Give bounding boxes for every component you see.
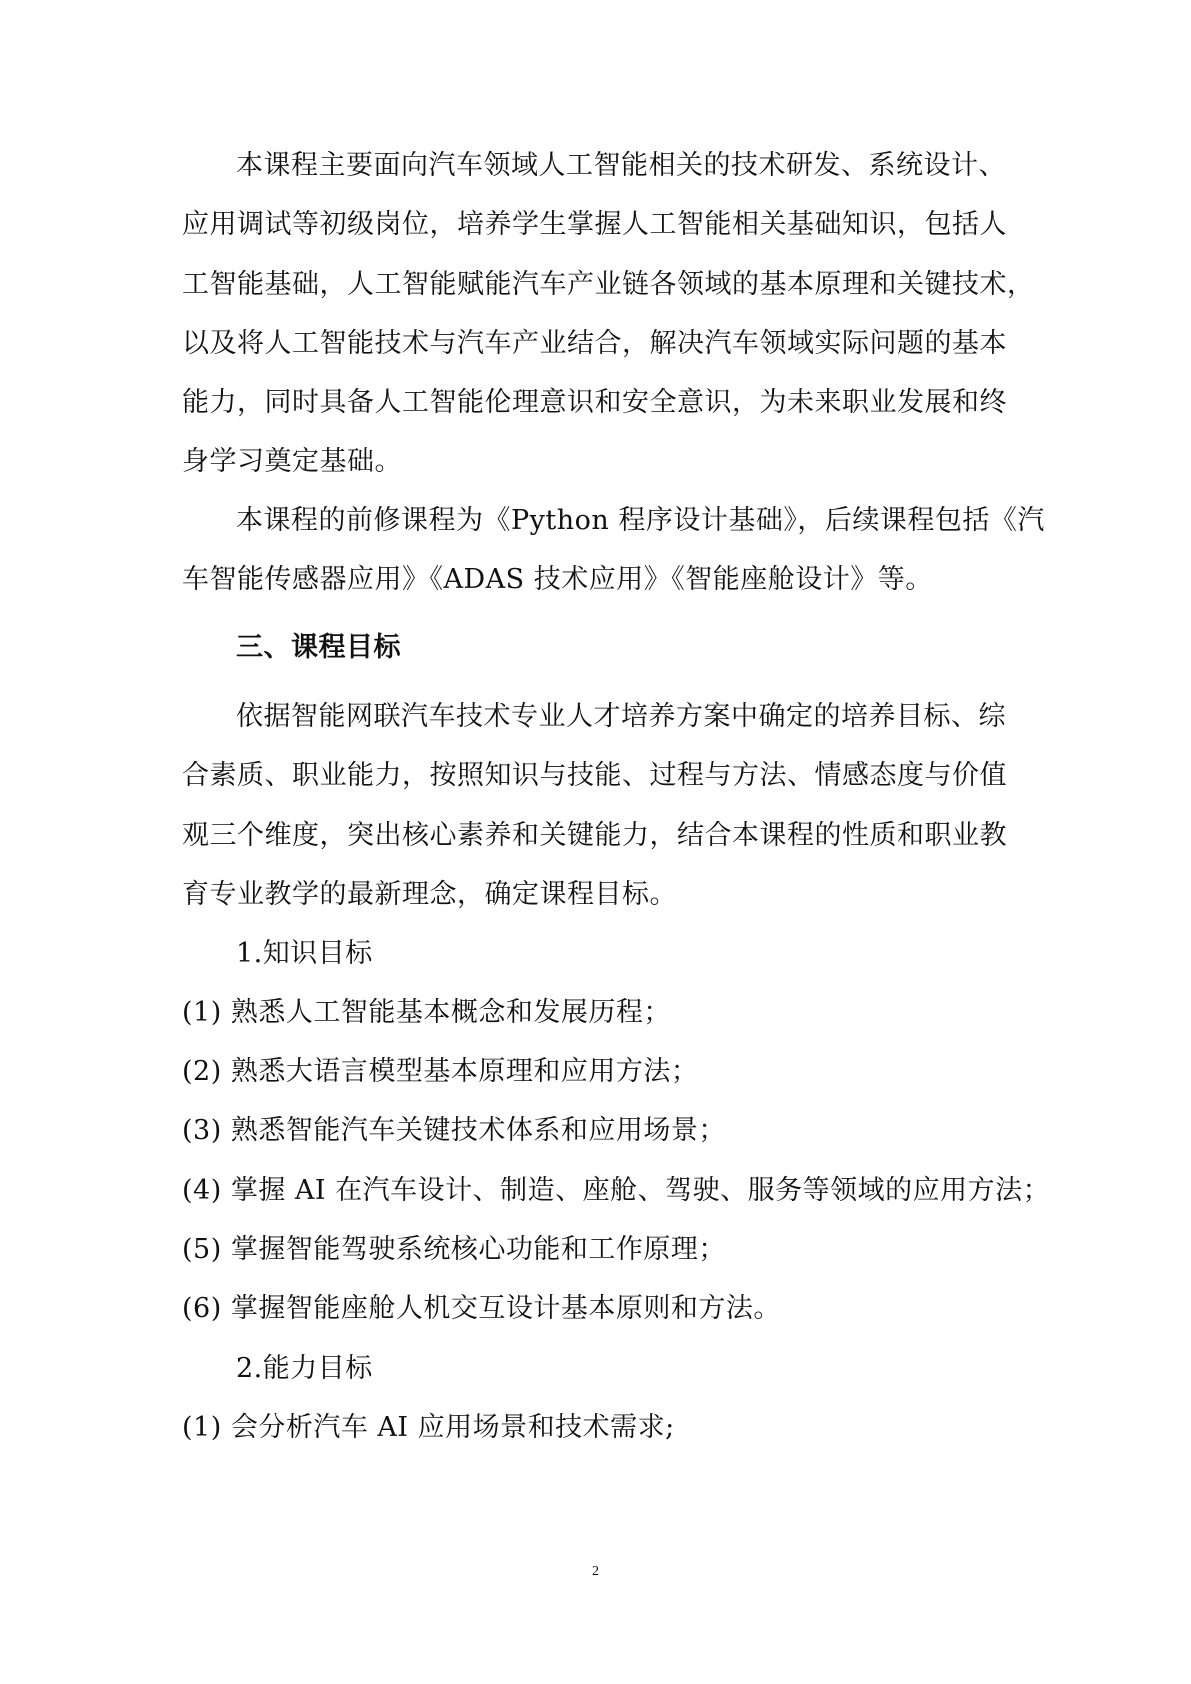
list-item: (1) 熟悉人工智能基本概念和发展历程； xyxy=(182,997,671,1028)
paragraph-line: 车智能传感器应用》《ADAS 技术应用》《智能座舱设计》等。 xyxy=(182,564,933,595)
paragraph-line: 能力，同时具备人工智能伦理意识和安全意识，为未来职业发展和终 xyxy=(182,387,1007,418)
paragraph-line: 应用调试等初级岗位，培养学生掌握人工智能相关基础知识，包括人 xyxy=(182,209,1007,240)
paragraph-line: 育专业教学的最新理念，确定课程目标。 xyxy=(182,879,677,910)
section-heading: 三、课程目标 xyxy=(236,632,401,663)
list-item: (4) 掌握 AI 在汽车设计、制造、座舱、驾驶、服务等领域的应用方法； xyxy=(182,1175,1051,1206)
paragraph-line: 以及将人工智能技术与汽车产业结合，解决汽车领域实际问题的基本 xyxy=(182,328,1007,359)
paragraph-line: 依据智能网联汽车技术专业人才培养方案中确定的培养目标、综 xyxy=(236,701,1006,732)
knowledge-objectives-title: 1.知识目标 xyxy=(236,938,373,969)
paragraph-line: 观三个维度，突出核心素养和关键能力，结合本课程的性质和职业教 xyxy=(182,820,1007,851)
list-item: (6) 掌握智能座舱人机交互设计基本原则和方法。 xyxy=(182,1293,781,1324)
list-item: (1) 会分析汽车 AI 应用场景和技术需求; xyxy=(182,1412,675,1443)
list-item: (3) 熟悉智能汽车关键技术体系和应用场景； xyxy=(182,1115,726,1146)
ability-objectives-title: 2.能力目标 xyxy=(236,1353,373,1384)
paragraph-line: 本课程主要面向汽车领域人工智能相关的技术研发、系统设计、 xyxy=(236,150,1006,181)
list-item: (5) 掌握智能驾驶系统核心功能和工作原理； xyxy=(182,1234,726,1265)
paragraph-line: 身学习奠定基础。 xyxy=(182,446,402,477)
paragraph-line: 工智能基础，人工智能赋能汽车产业链各领域的基本原理和关键技术， xyxy=(182,269,1035,300)
page-number: 2 xyxy=(592,1564,599,1579)
paragraph-line: 本课程的前修课程为《Python 程序设计基础》，后续课程包括《汽 xyxy=(236,505,1045,536)
paragraph-line: 合素质、职业能力，按照知识与技能、过程与方法、情感态度与价值 xyxy=(182,760,1007,791)
list-item: (2) 熟悉大语言模型基本原理和应用方法； xyxy=(182,1056,699,1087)
